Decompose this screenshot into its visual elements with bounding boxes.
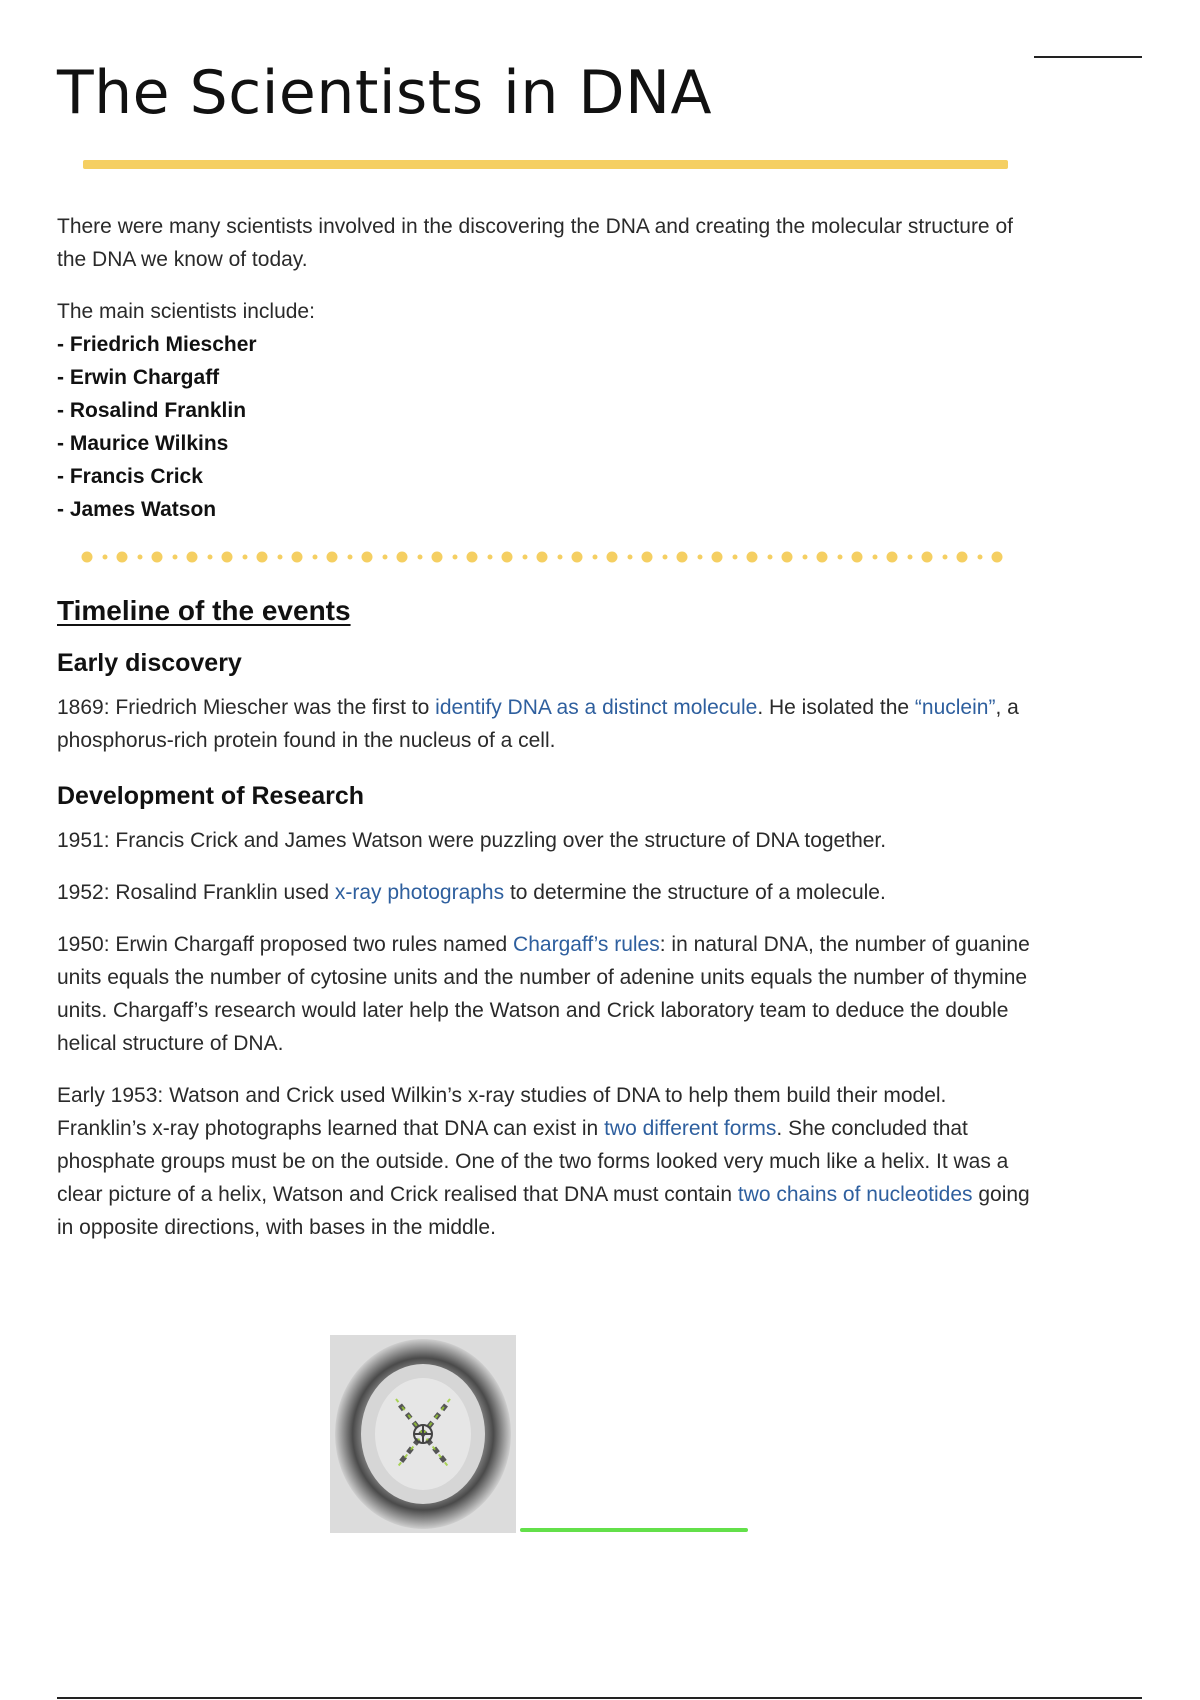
divider-dot bbox=[222, 552, 233, 563]
divider-dot bbox=[152, 552, 163, 563]
divider-dot bbox=[312, 555, 317, 560]
divider-dot bbox=[642, 552, 653, 563]
divider-dot bbox=[557, 555, 562, 560]
divider-dot bbox=[82, 552, 93, 563]
divider-dot bbox=[362, 552, 373, 563]
divider-dot bbox=[977, 555, 982, 560]
divider-dot bbox=[172, 555, 177, 560]
divider-dot bbox=[592, 555, 597, 560]
divider-dot bbox=[607, 552, 618, 563]
divider-dot bbox=[627, 555, 632, 560]
scientists-label: The main scientists include: bbox=[57, 300, 315, 323]
title-divider-bar bbox=[83, 160, 1008, 169]
divider-dot bbox=[837, 555, 842, 560]
divider-dot bbox=[292, 552, 303, 563]
identify-dna-link[interactable]: identify DNA as a distinct molecule bbox=[435, 696, 758, 719]
divider-dot bbox=[277, 555, 282, 560]
list-item: - Rosalind Franklin bbox=[57, 399, 247, 422]
divider-dot bbox=[957, 552, 968, 563]
divider-dot bbox=[747, 552, 758, 563]
list-item: - Francis Crick bbox=[57, 465, 203, 488]
event-text: Early 1953: Watson and Crick used Wilkin’s x-ray studies of DNA to help them build their model. Franklin’s x-ray photographs learned that DNA can exist in bbox=[57, 1084, 947, 1140]
divider-dot bbox=[817, 552, 828, 563]
dotted-divider bbox=[83, 545, 1008, 569]
scientists-list bbox=[57, 328, 1037, 526]
divider-dot bbox=[992, 552, 1003, 563]
divider-dot bbox=[467, 552, 478, 563]
list-item: - Maurice Wilkins bbox=[57, 432, 229, 455]
event-text: . He isolated the bbox=[757, 696, 915, 719]
divider-dot bbox=[907, 555, 912, 560]
event-1952 bbox=[57, 876, 1037, 909]
event-text: 1952: Rosalind Franklin used bbox=[57, 881, 335, 904]
event-1869 bbox=[57, 691, 1037, 757]
x-ray-photographs-link[interactable]: x-ray photographs bbox=[334, 881, 505, 904]
list-item: - James Watson bbox=[57, 498, 217, 521]
list-item: - Erwin Chargaff bbox=[57, 366, 220, 389]
event-text: , a phosphorus-rich protein found in the nucleus of a cell. bbox=[57, 696, 1019, 752]
two-different-forms-link[interactable]: two different forms bbox=[604, 1117, 777, 1140]
divider-dot bbox=[327, 552, 338, 563]
divider-dot bbox=[502, 552, 513, 563]
xray-diffraction-graphic bbox=[330, 1335, 516, 1533]
top-right-rule bbox=[1034, 56, 1142, 58]
main-content bbox=[57, 210, 1037, 1263]
divider-dot bbox=[397, 552, 408, 563]
divider-dot bbox=[117, 552, 128, 563]
event-text: to determine the structure of a molecule. bbox=[504, 881, 886, 904]
divider-dot bbox=[417, 555, 422, 560]
divider-dot bbox=[242, 555, 247, 560]
chargaffs-rules-link[interactable]: Chargaff’s rules bbox=[513, 933, 660, 956]
divider-dot bbox=[767, 555, 772, 560]
development-heading: Development of Research bbox=[57, 782, 365, 810]
divider-dot bbox=[782, 552, 793, 563]
event-1951: 1951: Francis Crick and James Watson were puzzling over the structure of DNA together. bbox=[57, 829, 887, 852]
divider-dot bbox=[662, 555, 667, 560]
divider-dot bbox=[102, 555, 107, 560]
two-chains-link[interactable]: two chains of nucleotides bbox=[737, 1183, 973, 1206]
divider-dot bbox=[137, 555, 142, 560]
divider-dot bbox=[697, 555, 702, 560]
event-text: . She concluded that phosphate groups must be on the outside. One of the two forms looked very much like a helix. It was a clear picture of a helix, Watson and Crick realised that DNA must contain bbox=[57, 1117, 1009, 1206]
nuclein-link[interactable]: “nuclein” bbox=[914, 696, 996, 719]
photo-51-xray-image bbox=[330, 1335, 516, 1533]
bottom-rule bbox=[57, 1697, 1142, 1699]
page-title: The Scientists in DNA bbox=[57, 58, 713, 128]
event-text: going in opposite directions, with bases in the middle. bbox=[57, 1183, 1030, 1239]
divider-dot bbox=[802, 555, 807, 560]
green-marker-underline bbox=[520, 1528, 748, 1532]
divider-dot bbox=[872, 555, 877, 560]
list-item: - Friedrich Miescher bbox=[57, 333, 257, 356]
divider-dot bbox=[382, 555, 387, 560]
divider-dot bbox=[207, 555, 212, 560]
divider-dot bbox=[347, 555, 352, 560]
event-1950 bbox=[57, 928, 1037, 1060]
timeline-heading: Timeline of the events bbox=[57, 595, 351, 626]
divider-dot bbox=[887, 552, 898, 563]
divider-dot bbox=[677, 552, 688, 563]
divider-dot bbox=[432, 552, 443, 563]
divider-dot bbox=[487, 555, 492, 560]
event-1953 bbox=[57, 1079, 1037, 1244]
divider-dot bbox=[537, 552, 548, 563]
divider-dot bbox=[922, 552, 933, 563]
divider-dot bbox=[187, 552, 198, 563]
divider-dot bbox=[522, 555, 527, 560]
event-text: : in natural DNA, the number of guanine units equals the number of cytosine units and the number of adenine units equals the number of thymine units. Chargaff’s research would later help the Watson and Crick laboratory team to deduce the double helical structure of DNA. bbox=[57, 933, 1030, 1055]
xray-figure bbox=[330, 1335, 760, 1535]
divider-dot bbox=[452, 555, 457, 560]
divider-dot bbox=[257, 552, 268, 563]
divider-dot bbox=[852, 552, 863, 563]
event-text: 1869: Friedrich Miescher was the first to bbox=[57, 696, 436, 719]
intro-paragraph: There were many scientists involved in the discovering the DNA and creating the molecular structure of the DNA we know of today. bbox=[57, 215, 1013, 271]
early-discovery-heading: Early discovery bbox=[57, 649, 242, 677]
divider-dot bbox=[942, 555, 947, 560]
divider-dot bbox=[712, 552, 723, 563]
divider-dot bbox=[732, 555, 737, 560]
event-text: 1950: Erwin Chargaff proposed two rules named bbox=[57, 933, 514, 956]
divider-dot bbox=[572, 552, 583, 563]
